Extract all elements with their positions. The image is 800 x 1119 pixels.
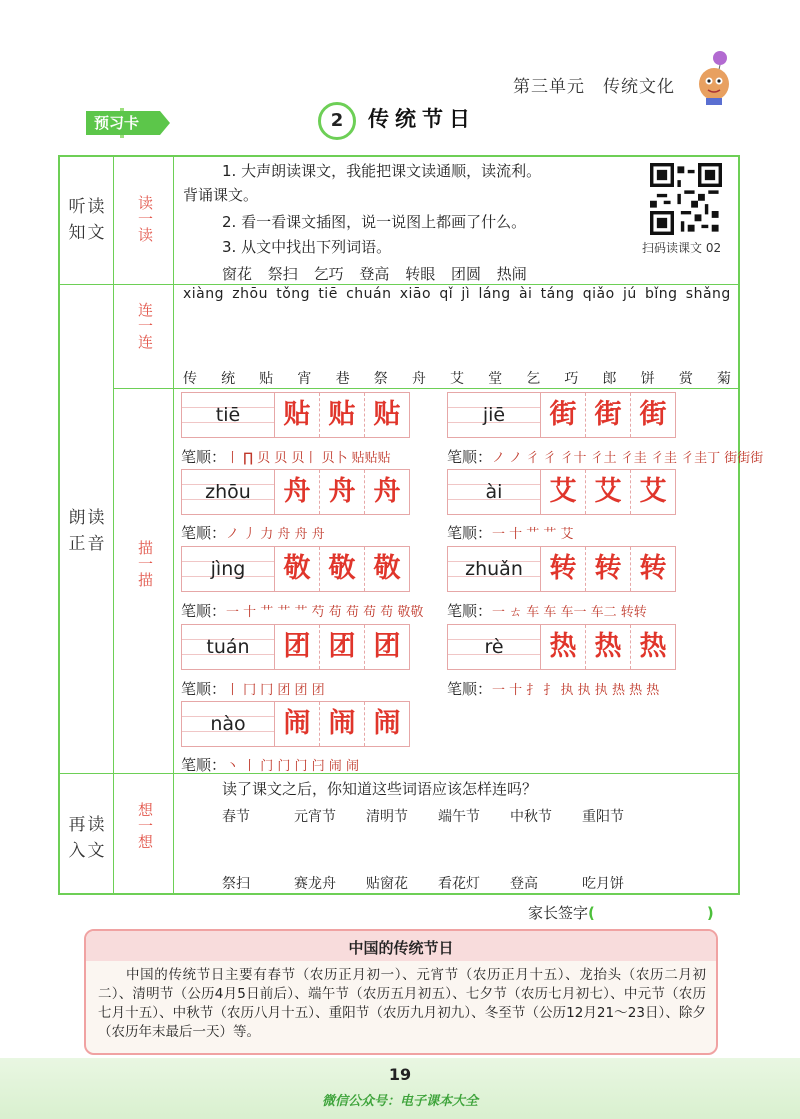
- stroke-label: 笔顺：: [181, 756, 227, 774]
- section-label-pronounce: 朗读 正音: [68, 508, 107, 554]
- custom-item[interactable]: 看花灯: [438, 876, 480, 892]
- trace-char[interactable]: 敬: [275, 547, 320, 591]
- pinyin-item[interactable]: jú: [622, 286, 637, 302]
- trace-grid-re: [447, 624, 676, 670]
- char-item[interactable]: 艾: [449, 371, 464, 387]
- trace-grid-tie: [181, 392, 410, 438]
- qr-label: 扫码读课文 02: [642, 241, 722, 255]
- stroke-label: 笔顺：: [181, 524, 227, 542]
- word-item: 乞巧: [313, 265, 344, 283]
- char-item[interactable]: 祭: [373, 371, 388, 387]
- char-item[interactable]: 传: [183, 371, 197, 387]
- stroke-sequence: 一 十 艹 艹 艾: [492, 527, 574, 542]
- trace-char[interactable]: 艾: [541, 470, 586, 514]
- divider: [60, 284, 738, 285]
- trace-pinyin: jiē: [448, 393, 541, 437]
- char-item[interactable]: 宵: [297, 371, 312, 387]
- custom-item[interactable]: 登高: [510, 876, 538, 892]
- info-box-title: 中国的传统节日: [348, 939, 454, 957]
- trace-grid-zhou: [181, 469, 410, 515]
- lesson-number: 2: [318, 102, 356, 140]
- custom-item[interactable]: 赛龙舟: [294, 876, 336, 892]
- pinyin-item[interactable]: qiǎo: [582, 286, 615, 302]
- char-item[interactable]: 赏: [678, 371, 693, 387]
- trace-pinyin: zhuǎn: [448, 547, 541, 591]
- trace-char[interactable]: 街: [639, 399, 667, 430]
- trace-pinyin: jìng: [182, 547, 275, 591]
- pinyin-item[interactable]: xiàng: [183, 286, 225, 302]
- match-char-row: [183, 368, 731, 388]
- word-item: 窗花: [222, 265, 253, 283]
- festival-item[interactable]: 中秋节: [510, 809, 552, 825]
- trace-grid-nao: [181, 701, 410, 747]
- word-item: 祭扫: [267, 265, 298, 283]
- pinyin-item[interactable]: láng: [478, 286, 511, 302]
- trace-pinyin: tiē: [182, 393, 275, 437]
- pinyin-item[interactable]: tǒng: [276, 286, 311, 302]
- trace-char[interactable]: 热: [639, 631, 667, 662]
- char-item[interactable]: 菊: [716, 371, 731, 387]
- stroke-order-tie: [181, 446, 391, 467]
- stroke-order-ai: [447, 522, 574, 543]
- trace-grid-tuan: [181, 624, 410, 670]
- stroke-label: 笔顺：: [447, 524, 493, 542]
- trace-char[interactable]: 闹: [373, 708, 401, 739]
- stroke-sequence: 一 十 艹 艹 艹 芍 苟 苟 苟 苟 敬敬: [226, 605, 424, 620]
- stroke-order-jie: [447, 446, 763, 467]
- stroke-sequence: 丨 冂 冂 团 团 团: [226, 683, 325, 698]
- pinyin-item[interactable]: ài: [518, 286, 533, 302]
- read-item-3: 3. 从文中找出下列词语。: [222, 238, 392, 256]
- signature-open: (: [588, 904, 595, 922]
- divider: [60, 773, 738, 774]
- pinyin-item[interactable]: bǐng: [644, 286, 678, 302]
- trace-grid-zhuan: [447, 546, 676, 592]
- trace-char[interactable]: 转: [586, 547, 631, 591]
- sub-label-read: 读一读: [136, 195, 154, 243]
- trace-char[interactable]: 贴: [275, 393, 320, 437]
- trace-char[interactable]: 敬: [373, 553, 401, 584]
- festival-item[interactable]: 清明节: [366, 809, 408, 825]
- qr-code-icon[interactable]: [650, 163, 722, 235]
- trace-char[interactable]: 热: [541, 625, 586, 669]
- pinyin-item[interactable]: tiē: [318, 286, 338, 302]
- stroke-order-zhuan: [447, 600, 647, 621]
- section-label-reread: 再读 入文: [68, 815, 107, 861]
- trace-char[interactable]: 转: [541, 547, 586, 591]
- custom-item[interactable]: 祭扫: [222, 876, 250, 892]
- read-word-list: [222, 263, 538, 284]
- trace-grid-jing: [181, 546, 410, 592]
- stroke-sequence: 一 十 扌 扌 执 执 执 热 热 热: [492, 683, 660, 698]
- read-item-2: 2. 看一看课文插图，说一说图上都画了什么。: [222, 213, 527, 231]
- trace-char[interactable]: 贴: [373, 399, 401, 430]
- trace-grid-jie: [447, 392, 676, 438]
- divider: [113, 388, 738, 389]
- trace-char[interactable]: 舟: [320, 470, 365, 514]
- trace-grid-ai: [447, 469, 676, 515]
- trace-char[interactable]: 闹: [320, 702, 365, 746]
- read-item-1: 1. 大声朗读课文，我能把课文读通顺，读流利。: [222, 162, 542, 180]
- divider: [173, 157, 174, 893]
- stroke-order-zhou: [181, 522, 325, 543]
- festival-item[interactable]: 重阳节: [582, 809, 624, 825]
- read-item-1-cont: 背诵课文。: [183, 186, 259, 204]
- stroke-sequence: ノ ノ 彳 彳 彳十 彳土 彳圭 彳圭 彳圭丁 街街街: [492, 451, 764, 466]
- signature-label: 家长签字: [528, 904, 589, 922]
- section-label-listen: 听读 知文: [68, 197, 107, 243]
- trace-char[interactable]: 热: [586, 625, 631, 669]
- char-item[interactable]: 乞: [526, 371, 541, 387]
- festival-item[interactable]: 端午节: [438, 809, 480, 825]
- sub-label-think: 想一想: [136, 802, 154, 850]
- think-question: 读了课文之后，你知道这些词语应该怎样连吗？: [222, 780, 538, 798]
- trace-char[interactable]: 转: [639, 553, 667, 584]
- festival-row: [222, 806, 654, 826]
- trace-char[interactable]: 闹: [275, 702, 320, 746]
- festival-item[interactable]: 春节: [222, 809, 250, 825]
- trace-pinyin: nào: [182, 702, 275, 746]
- pinyin-item[interactable]: táng: [540, 286, 575, 302]
- trace-char[interactable]: 团: [275, 625, 320, 669]
- char-item[interactable]: 舟: [411, 371, 426, 387]
- unit-title: 第三单元 传统文化: [513, 77, 675, 97]
- trace-char[interactable]: 艾: [639, 476, 667, 507]
- char-item[interactable]: 统: [221, 371, 236, 387]
- preview-card-label: 预习卡: [94, 114, 140, 132]
- stroke-sequence: 丶 丨 门 门 门 闩 闹 闹: [226, 759, 359, 774]
- festival-item[interactable]: 元宵节: [294, 809, 336, 825]
- trace-char[interactable]: 舟: [275, 470, 320, 514]
- trace-char[interactable]: 街: [586, 393, 631, 437]
- char-item[interactable]: 堂: [488, 371, 503, 387]
- pinyin-item[interactable]: zhōu: [232, 286, 268, 302]
- char-item[interactable]: 饼: [640, 371, 655, 387]
- stroke-label: 笔顺：: [447, 602, 493, 620]
- info-box-text: 中国的传统节日主要有春节（农历正月初一）、元宵节（农历正月十五）、龙抬头（农历二月初二）、清明节（公历4月5日前后）、端午节（农历五月初五）、七夕节（农历七月初七）、中元节（农历七月十五）、中秋节（农历八月十五）、重阳节（农历九月初九）、冬至节（公历12月21～23日）、除夕（农历年末最后一天）等。: [98, 967, 706, 1040]
- trace-char[interactable]: 艾: [586, 470, 631, 514]
- trace-char[interactable]: 敬: [320, 547, 365, 591]
- stroke-order-jing: [181, 600, 423, 621]
- pinyin-item[interactable]: qǐ: [439, 286, 454, 302]
- pinyin-item[interactable]: shǎng: [685, 286, 731, 302]
- mascot-icon: [690, 48, 742, 106]
- word-item: 登高: [359, 265, 390, 283]
- trace-pinyin: tuán: [182, 625, 275, 669]
- stroke-sequence: ノ 丿 力 舟 舟 舟: [226, 527, 325, 542]
- lesson-title: 传统节日: [368, 107, 476, 131]
- parent-signature[interactable]: [528, 902, 714, 923]
- char-item[interactable]: 郎: [602, 371, 617, 387]
- pinyin-item[interactable]: jì: [461, 286, 471, 302]
- char-item[interactable]: 贴: [259, 371, 274, 387]
- trace-char[interactable]: 舟: [373, 476, 401, 507]
- word-item: 转眼: [405, 265, 436, 283]
- pinyin-item[interactable]: chuán: [346, 286, 392, 302]
- sub-label-match: 连一连: [136, 302, 154, 350]
- stroke-label: 笔顺：: [447, 680, 493, 698]
- word-item: 热闹: [496, 265, 527, 283]
- word-item: 团圆: [450, 265, 481, 283]
- stroke-label: 笔顺：: [181, 680, 227, 698]
- stroke-label: 笔顺：: [181, 602, 227, 620]
- stroke-order-nao: [181, 754, 359, 775]
- trace-pinyin: rè: [448, 625, 541, 669]
- signature-close: ): [706, 904, 714, 922]
- trace-pinyin: ài: [448, 470, 541, 514]
- stroke-label: 笔顺：: [447, 448, 493, 466]
- sub-label-trace: 描一描: [136, 540, 154, 588]
- match-pinyin-row: [183, 286, 731, 302]
- trace-pinyin: zhōu: [182, 470, 275, 514]
- page-number: 19: [388, 1065, 412, 1084]
- trace-char[interactable]: 团: [320, 625, 365, 669]
- custom-item[interactable]: 吃月饼: [582, 876, 624, 892]
- trace-char[interactable]: 街: [541, 393, 586, 437]
- custom-row: [222, 873, 654, 893]
- custom-item[interactable]: 贴窗花: [366, 876, 408, 892]
- char-item[interactable]: 巷: [335, 371, 350, 387]
- stroke-order-re: [447, 678, 659, 699]
- stroke-sequence: 丨 ∏ 贝 贝 贝丨 贝卜 贴贴贴: [226, 451, 391, 466]
- pinyin-item[interactable]: xiāo: [399, 286, 432, 302]
- trace-char[interactable]: 贴: [320, 393, 365, 437]
- footer-wechat: 微信公众号：电子课本大全: [321, 1094, 478, 1109]
- stroke-order-tuan: [181, 678, 325, 699]
- char-item[interactable]: 巧: [564, 371, 579, 387]
- stroke-sequence: 一 ㄊ 车 车 车一 车二 转转: [492, 605, 647, 620]
- stroke-label: 笔顺：: [181, 448, 227, 466]
- trace-char[interactable]: 团: [373, 631, 401, 662]
